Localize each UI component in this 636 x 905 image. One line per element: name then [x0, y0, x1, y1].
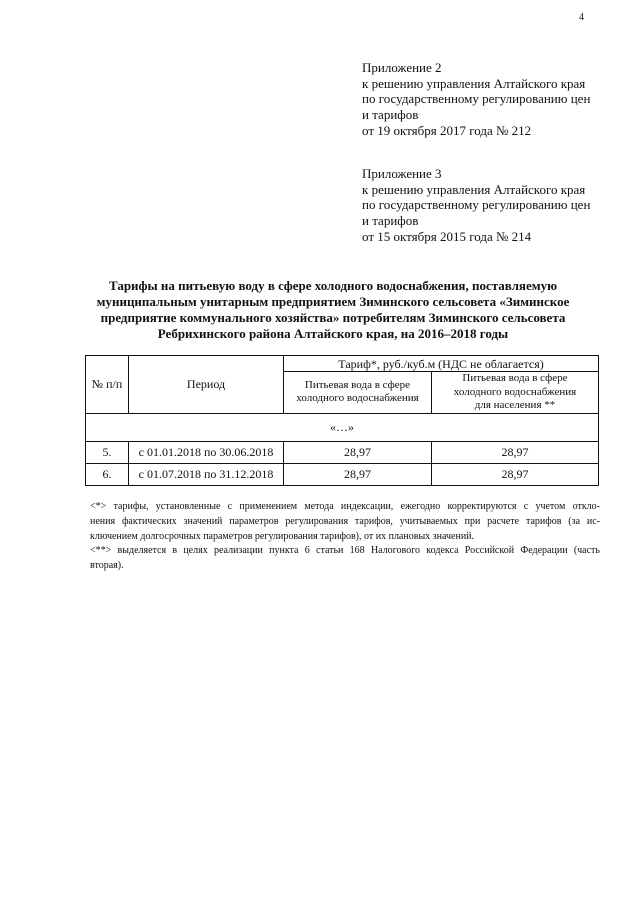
appendix-3-line: к решению управления Алтайского края [362, 181, 586, 197]
population-header-line: для населения ** [474, 399, 556, 411]
title-line: предприятие коммунального хозяйства» потребителям Зиминского сельсовета [100, 310, 566, 325]
population-header-line: Питьевая вода в сфере [462, 372, 568, 384]
appendix-2-block [362, 60, 590, 139]
table-row [86, 441, 599, 463]
row-population-cell: 28,97 [432, 463, 599, 485]
footnote-line: нения фактических значений параметров регулирования тарифов, учитываемых при расчете тарифов (за ис- [90, 515, 600, 527]
appendix-3-line: и тарифов [362, 213, 419, 229]
tariff-header-cell: Тариф*, руб./куб.м (НДС не облагается) [284, 356, 599, 372]
table-row [86, 463, 599, 485]
footnote-line: вторая). [90, 560, 124, 571]
title-line: Тарифы на питьевую воду в сфере холодного водоснабжения, поставляемую [108, 278, 558, 293]
row-period-cell: с 01.07.2018 по 31.12.2018 [129, 463, 284, 485]
appendix-3-block [362, 166, 590, 245]
table-header-row [86, 356, 599, 372]
row-population-cell: 28,97 [432, 441, 599, 463]
appendix-2-line: от 19 октября 2017 года № 212 [362, 122, 532, 138]
population-header-cell [432, 372, 599, 414]
omitted-rows-cell: «…» [86, 413, 599, 441]
period-header-cell: Период [129, 356, 284, 414]
appendix-3-line: по государственному регулированию цен [362, 197, 591, 213]
footnote-line: <*> тарифы, установленные с применением метода индексации, ежегодно корректируются с учетом откло- [90, 501, 600, 512]
population-header-line: холодного водоснабжения [453, 385, 577, 398]
row-cold-water-cell: 28,97 [284, 441, 432, 463]
row-number-cell: 5. [86, 441, 129, 463]
row-number-cell: 6. [86, 463, 129, 485]
appendix-2-line: к решению управления Алтайского края [362, 75, 586, 91]
appendix-2-line: Приложение 2 [362, 60, 442, 75]
cold-water-header-line: холодного водоснабжения [296, 392, 419, 405]
title-line: муниципальным унитарным предприятием Зиминского сельсовета «Зиминское [96, 294, 570, 309]
appendix-2-line: и тарифов [362, 107, 419, 123]
cold-water-header-line: Питьевая вода в сфере [304, 378, 411, 391]
footnote-line: <**> выделяется в целях реализации пункта 6 статьи 168 Налогового кодекса Российской Федерации (часть [90, 545, 600, 557]
row-cold-water-cell: 28,97 [284, 463, 432, 485]
num-header-cell: № п/п [86, 356, 129, 414]
cold-water-header-cell [284, 372, 432, 414]
title-line: Ребрихинского района Алтайского края, на 2016–2018 годы [157, 326, 509, 341]
appendix-2-line: по государственному регулированию цен [362, 91, 591, 107]
document-title [83, 278, 583, 342]
row-period-cell: с 01.01.2018 по 30.06.2018 [129, 441, 284, 463]
page-number: 4 [579, 12, 584, 23]
omitted-rows-row [86, 413, 599, 441]
appendix-3-line: от 15 октября 2015 года № 214 [362, 228, 532, 244]
appendix-3-line: Приложение 3 [362, 166, 442, 181]
footnote-line: ключением долгосрочных параметров регулирования тарифов), от их плановых значений. [90, 530, 475, 542]
tariff-table [85, 355, 599, 486]
footnotes [90, 500, 600, 574]
